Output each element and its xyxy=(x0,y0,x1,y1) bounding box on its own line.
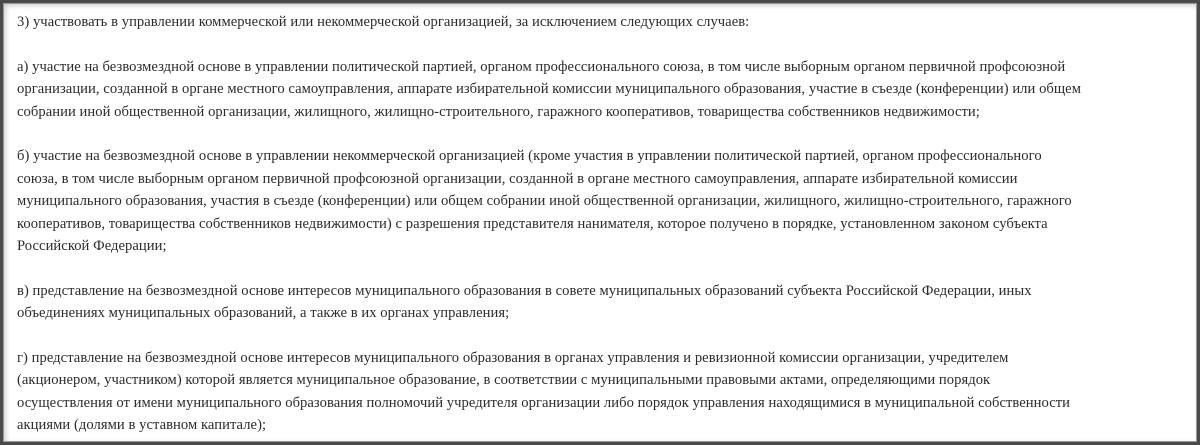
text-line: акциями (долями в уставном капитале); xyxy=(17,417,267,434)
text-line: осуществления от имени муниципального образования полномочий учредителя организации либо порядок управления находящимися в муниципальной собственности xyxy=(17,394,1071,411)
text-line: в) представление на безвозмездной основе интересов муниципального образования в совете муниципальных образований субъекта Российской Федерации, иных xyxy=(17,282,1032,299)
paragraph-item-v xyxy=(17,280,1195,325)
text-line: собрании иной общественной организации, жилищного, жилищно-строительного, гаражного кооперативов, товарищества собственников недвижимости; xyxy=(17,103,980,120)
text-line: (акционером, участником) которой является муниципальное образование, в соответствии с муниципальными правовыми актами, определяющими порядок xyxy=(17,372,991,389)
paragraph-item-b xyxy=(17,145,1195,257)
text-line: б) участие на безвозмездной основе в управлении некоммерческой организацией (кроме участия в управлении политической партией, органом профессионального xyxy=(17,148,1042,165)
paragraph-gap xyxy=(17,324,1195,346)
text-line: Российской Федерации; xyxy=(17,237,167,254)
document-body xyxy=(17,3,1195,436)
paragraph-item-g xyxy=(17,347,1195,437)
paragraph-item-a xyxy=(17,56,1195,123)
text-line: кооперативов, товарищества собственников недвижимости) с разрешения представителя нанимателя, которое получено в порядке, установленном законом субъекта xyxy=(17,215,1048,232)
paragraph-gap xyxy=(17,123,1195,145)
text-line: муниципального образования, участия в съезде (конференции) или общем собрании иной общественной организации, жилищного, жилищно-строительного, гаражного xyxy=(17,193,1072,210)
text-line: г) представление на безвозмездной основе интересов муниципального образования в органах управления и ревизионной комиссии организации, учредителем xyxy=(17,349,1009,366)
paragraph-intro xyxy=(17,11,1195,33)
text-line: союза, в том числе выборным органом первичной профсоюзной организации, созданной в органе местного самоуправления, аппарате избирательной комиссии xyxy=(17,170,1018,187)
text-line: объединениях муниципальных образований, а также в их органах управления; xyxy=(17,305,510,322)
paragraph-gap xyxy=(17,33,1195,55)
text-line: а) участие на безвозмездной основе в управлении политической партией, органом профессионального союза, в том числе выборным органом первичной профсоюзной xyxy=(17,58,1066,75)
paragraph-gap xyxy=(17,257,1195,279)
text-line: организации, созданной в органе местного самоуправления, аппарате избирательной комиссии муниципального образования, участие в съезде (конференции) или общем xyxy=(17,81,1081,98)
text-line: 3) участвовать в управлении коммерческой или некоммерческой организацией, за исключением следующих случаев: xyxy=(17,14,750,30)
